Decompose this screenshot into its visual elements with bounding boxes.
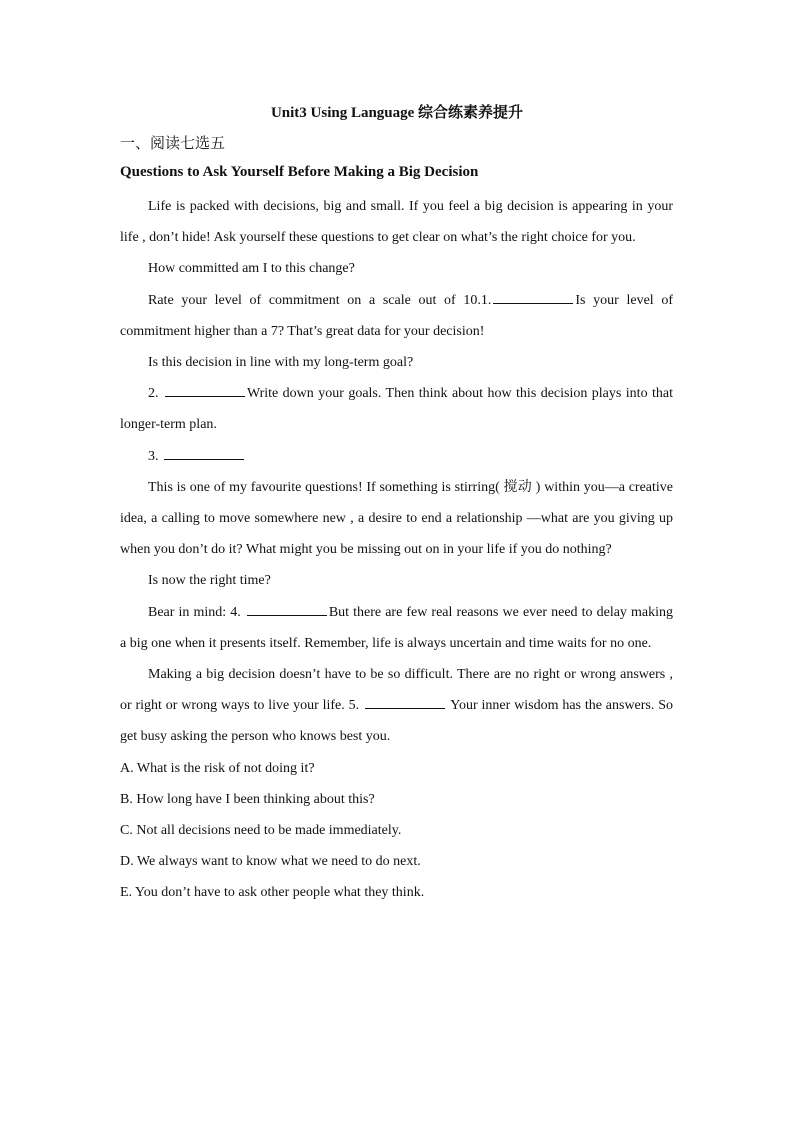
option-a: A. What is the risk of not doing it?: [120, 760, 315, 776]
paragraph-3: [120, 378, 673, 440]
blank-2-number: 2.: [148, 386, 159, 402]
blank-2[interactable]: [165, 382, 245, 397]
blank-5[interactable]: [365, 694, 445, 709]
option-b: B. How long have I been thinking about this?: [120, 791, 375, 807]
paragraph-4: This is one of my favourite questions! If something is stirring( 搅动 ) within you—a creative idea, a calling to move somewhere new , a desire to end a relationship —what are you giving up when you don’t do it? What might you be missing out on in your life if you do nothing?: [120, 479, 673, 558]
paragraph-5-pre: Bear in mind:: [148, 604, 231, 620]
page-title: Unit3 Using Language 综合练素养提升: [270, 105, 524, 121]
blank-1-number: 1.: [480, 292, 492, 308]
blank-3[interactable]: [164, 445, 244, 460]
option-d: D. We always want to know what we need to do next.: [120, 854, 421, 870]
section-heading: 一、阅读七选五: [120, 136, 226, 152]
paragraph-5-post: But there are few real reasons we ever need to delay making a big one when it presents itself. Remember, life is always uncertain and time waits for no one.: [120, 604, 674, 651]
option-e: E. You don’t have to ask other people what they think.: [120, 885, 425, 901]
paragraph-2-post: Is your level of commitment higher than a 7? That’s great data for your decision!: [120, 292, 673, 339]
option-c: C. Not all decisions need to be made immediately.: [120, 823, 402, 839]
blank-4[interactable]: [247, 601, 327, 616]
question-1: How committed am I to this change?: [148, 261, 355, 277]
paragraph-3-post: Write down your goals. Then think about how this decision plays into that longer-term plan.: [120, 386, 673, 433]
paragraph-blank-3: [120, 441, 673, 472]
paragraph-6: [120, 659, 673, 753]
paragraph-2: [120, 285, 673, 347]
blank-4-number: 4.: [230, 604, 241, 620]
blank-5-number: 5.: [348, 698, 360, 714]
question-2: Is this decision in line with my long-term goal?: [148, 355, 414, 371]
passage-body: [120, 191, 673, 909]
blank-3-number: 3.: [148, 448, 159, 464]
paragraph-1: Life is packed with decisions, big and small. If you feel a big decision is appearing in your life , don’t hide! Ask yourself these questions to get clear on what’s the right choice for you.: [120, 199, 673, 246]
paragraph-6-post: Your inner wisdom has the answers. So get busy asking the person who knows best you.: [120, 698, 674, 745]
paragraph-5: [120, 597, 673, 659]
paragraph-2-pre: Rate your level of commitment on a scale out of 10.: [148, 292, 481, 308]
passage-title: Questions to Ask Yourself Before Making a Big Decision: [120, 164, 479, 180]
blank-1[interactable]: [493, 289, 573, 304]
question-3: Is now the right time?: [148, 573, 271, 589]
paragraph-6-pre: Making a big decision doesn’t have to be so difficult. There are no right or wrong answers , or right or wrong ways to live your life.: [120, 667, 673, 714]
